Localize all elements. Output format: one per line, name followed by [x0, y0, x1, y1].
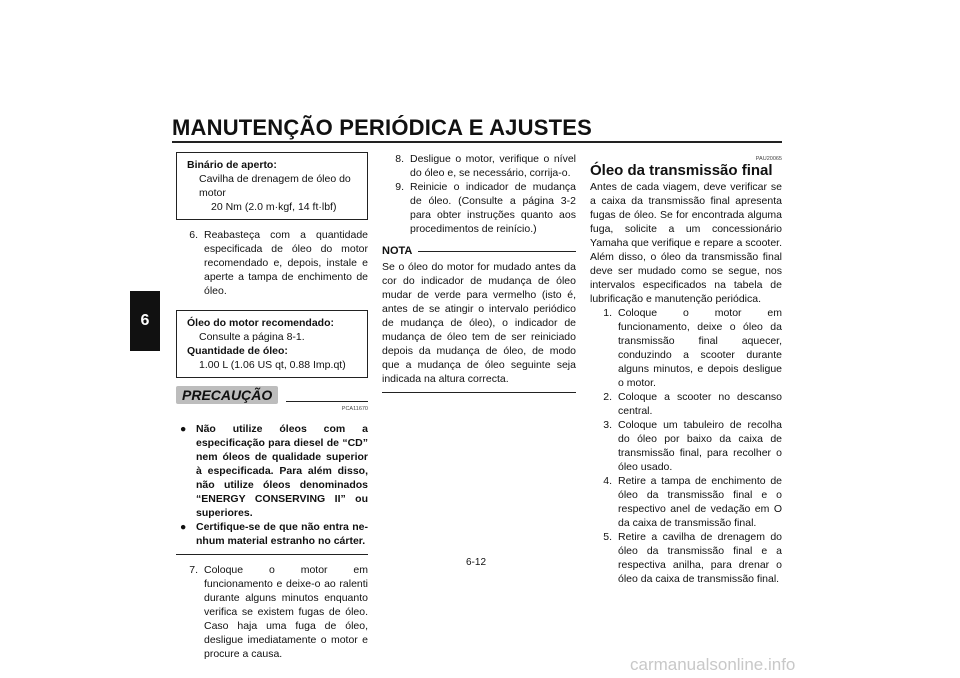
step-number: 9.: [395, 181, 404, 193]
step-text: Coloque a scooter no descanso central.: [618, 391, 782, 417]
step-text: Coloque o motor em funcionamento e deixe-o ao ralenti durante alguns minutos enquanto verifica se existem fugas de óleo. Caso haja uma fuga de óleo, desligue imediatamente o motor e procure a causa.: [204, 564, 368, 660]
step-7: [176, 563, 368, 661]
step-number: 6.: [189, 229, 198, 241]
caution-bullet-text: Certifique-se de que não entra nenhum material estranho no cárter.: [196, 521, 368, 547]
note-rule: [418, 251, 576, 252]
caution-block: [176, 386, 368, 555]
bullet-icon: ●: [180, 521, 187, 533]
caution-bullet: [176, 422, 368, 520]
step-number: 2.: [603, 391, 612, 403]
step-6: [176, 228, 368, 298]
torque-item: Cavilha de drenagem de óleo do motor: [199, 173, 351, 199]
column-1: [176, 152, 368, 661]
step-9: [382, 180, 576, 236]
caution-code: PCA11670: [341, 406, 368, 412]
step-number: 5.: [603, 531, 612, 543]
note-text: Se o óleo do motor for mudado antes da cor do indicador de mudança de óleo mudar de verde para vermelho (isto é, antes de se atingir o intervalo periódico de mudança de óleo), o indicador de mudança de óleo tem de ser reiniciado depois da mudança de óleo, de modo que a mudança de óleo seguinte seja indicada na altura correcta.: [382, 261, 576, 385]
caution-bullet-text: Não utilize óleos com a especificação para diesel de “CD” nem óleos de qualidade superior à especificada. Para além disso, não utilize óleos denominados “ENERGY CONSERVING II” ou superiores.: [196, 423, 368, 519]
note-end-rule: [382, 392, 576, 393]
step-text: Retire a cavilha de drenagem do óleo da transmissão final e a respectiva anilha, para drenar o óleo da caixa de transmissão final.: [618, 531, 782, 585]
column-3: [590, 152, 782, 586]
list-item: [590, 530, 782, 586]
column-2: [382, 152, 576, 393]
quantity-value: 1.00 L (1.06 US qt, 0.88 Imp.qt): [199, 359, 346, 371]
list-item: [590, 306, 782, 390]
oil-label: Óleo do motor recomendado:: [187, 317, 335, 329]
caution-header: [176, 386, 368, 404]
oil-spec-box: [176, 310, 368, 378]
watermark: carmanualsonline.info: [630, 655, 796, 674]
step-text: Retire a tampa de enchimento de óleo da transmissão final e o respectivo anel de vedação em O da caixa de transmissão final.: [618, 475, 782, 529]
step-number: 8.: [395, 153, 404, 165]
step-text: Coloque um tabuleiro de recolha do óleo por baixo da caixa de transmissão final, para recolher o óleo usado.: [618, 419, 782, 473]
step-number: 3.: [603, 419, 612, 431]
caution-end-rule: [176, 554, 368, 555]
step-number: 4.: [603, 475, 612, 487]
torque-value: 20 Nm (2.0 m·kgf, 14 ft·lbf): [211, 201, 337, 213]
step-8: [382, 152, 576, 180]
section-code: PAU20065: [755, 156, 782, 162]
page-title: MANUTENÇÃO PERIÓDICA E AJUSTES: [172, 115, 592, 140]
section-tab: 6: [130, 291, 160, 351]
step-number: 7.: [189, 564, 198, 576]
section-heading: Óleo da transmissão final: [590, 162, 773, 179]
page-number: 6-12: [466, 557, 487, 568]
step-text: Desligue o motor, verifique o nível do óleo e, se necessário, corrija-o.: [410, 153, 576, 179]
step-text: Reinicie o indicador de mudança de óleo. (Consulte a página 3-2 para obter instruções quanto aos procedimentos de reinício.): [410, 181, 576, 235]
caution-badge: PRECAUÇÃO: [176, 386, 278, 404]
step-text: Reabasteça com a quantidade especificada de óleo do motor recomendado e, depois, instale e aperte a tampa de enchimento de óleo.: [204, 229, 368, 297]
note-title: NOTA: [382, 245, 413, 257]
title-rule: [172, 141, 782, 143]
list-item: [590, 418, 782, 474]
bullet-icon: ●: [180, 423, 187, 435]
list-item: [590, 390, 782, 418]
oil-value: Consulte a página 8-1.: [199, 331, 305, 343]
list-item: [590, 474, 782, 530]
torque-label: Binário de aperto:: [187, 159, 277, 171]
caution-bullet: [176, 520, 368, 548]
quantity-label: Quantidade de óleo:: [187, 345, 288, 357]
section-intro: Antes de cada viagem, deve verificar se a caixa da transmissão final apresenta fugas de óleo. Se for encontrada alguma fuga, solicite a um concessionário Yamaha que verifique e repare a scooter. Além disso, o óleo da transmissão final deve ser mudado como se segue, nos intervalos especificados na tabela de lubrificação e manutenção periódica.: [590, 181, 782, 305]
note-header: [382, 244, 576, 258]
torque-spec-box: [176, 152, 368, 220]
step-number: 1.: [603, 307, 612, 319]
step-text: Coloque o motor em funcionamento, deixe o óleo da transmissão final aquecer, conduzindo a scooter durante alguns minutos, e depois desligue o motor.: [618, 307, 782, 389]
